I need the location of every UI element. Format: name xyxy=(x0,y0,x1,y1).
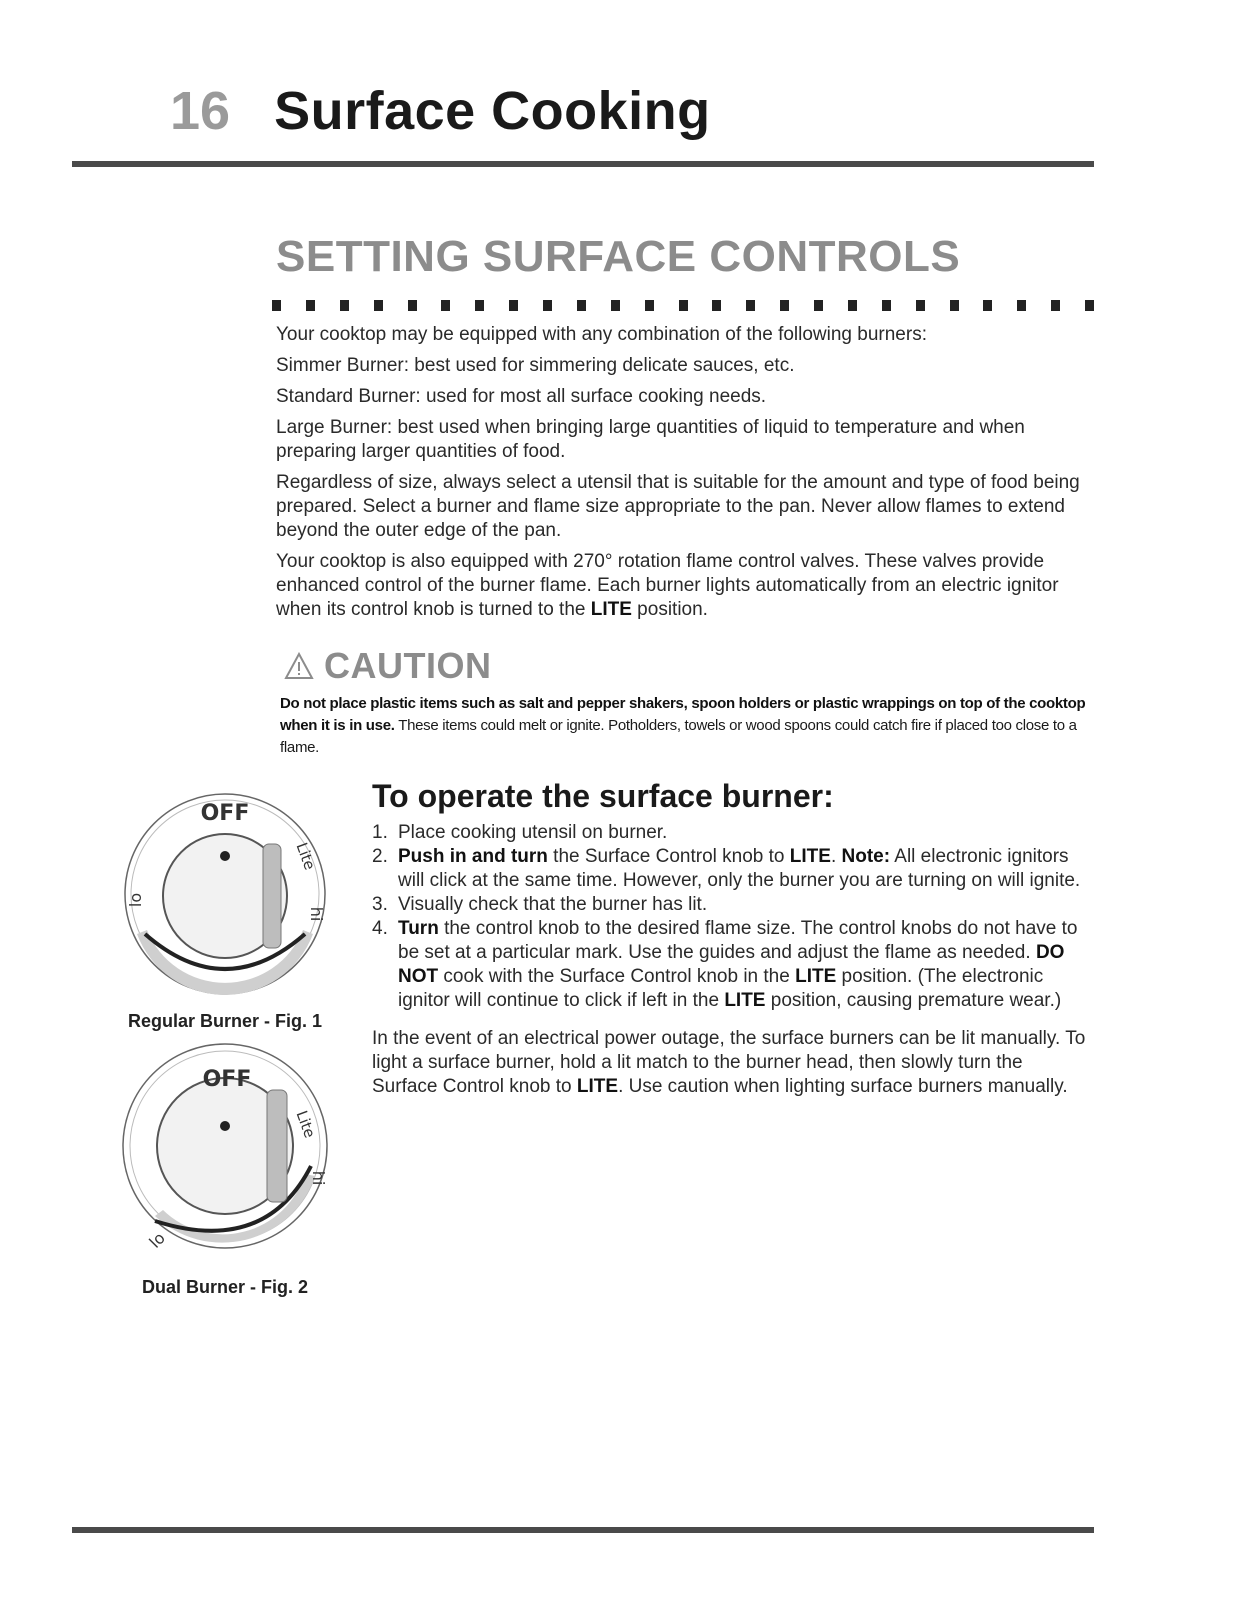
step-number: 2. xyxy=(372,846,388,867)
list-item xyxy=(372,917,1092,1013)
divider-dot xyxy=(950,300,959,311)
divider-dot xyxy=(848,300,857,311)
caution-box xyxy=(280,645,1090,759)
bold-term: DO NOT xyxy=(398,942,1065,987)
step-text xyxy=(398,845,1092,893)
divider-dot xyxy=(272,300,281,311)
bold-term: LITE xyxy=(576,1076,619,1097)
divider-dot xyxy=(374,300,383,311)
text-run: Your cooktop is also equipped with 270° rotation flame control valves. These valves provide enhanced control of the burner flame. Each burner lights automatically from an electric ignitor when its control knob is turned to the xyxy=(276,551,1059,620)
text-run: . Use caution when lighting surface burners manually. xyxy=(618,1076,1068,1097)
page-header xyxy=(170,80,711,142)
outage-paragraph xyxy=(372,1027,1092,1099)
caution-body-text: These items could melt or ignite. Potholders, towels or wood spoons could catch fire if placed too close to a flame. xyxy=(280,717,1077,756)
steps-list xyxy=(372,821,1092,1013)
lo-label: lo xyxy=(145,1228,169,1252)
text-run: position. (The electronic ignitor will continue to click if left in the xyxy=(398,966,1044,1011)
text-run: cook with the Surface Control knob in the xyxy=(438,966,796,987)
divider-dot xyxy=(475,300,484,311)
divider-dot xyxy=(882,300,891,311)
intro-paragraph: Your cooktop may be equipped with any combination of the following burners: xyxy=(276,324,927,345)
text-run: . xyxy=(830,846,842,867)
lite-label: Lite xyxy=(292,1108,319,1141)
divider-dot xyxy=(408,300,417,311)
divider-dot xyxy=(441,300,450,311)
divider-dot xyxy=(543,300,552,311)
off-label: OFF xyxy=(202,1067,252,1092)
page-heading: SETTING SURFACE CONTROLS xyxy=(276,232,961,281)
divider-dot xyxy=(611,300,620,311)
bold-term: Turn xyxy=(398,918,439,939)
intro-paragraph: Standard Burner: used for most all surface cooking needs. xyxy=(276,386,767,407)
divider-dot xyxy=(577,300,586,311)
list-item xyxy=(372,893,1092,917)
intro-paragraph: Regardless of size, always select a utensil that is suitable for the amount and type of food being prepared. Select a burner and flame size appropriate to the pan. Never allow flames to extend beyond the outer edge of the pan. xyxy=(276,472,1080,541)
divider-dot xyxy=(712,300,721,311)
dual-burner-figure xyxy=(95,1016,355,1298)
section-title: Surface Cooking xyxy=(274,81,711,141)
operate-section xyxy=(372,778,1092,1099)
intro-paragraph: Simmer Burner: best used for simmering delicate sauces, etc. xyxy=(276,355,795,376)
divider-dot xyxy=(1051,300,1060,311)
off-label: OFF xyxy=(200,801,250,826)
figure-caption: Regular Burner - Fig. 1 xyxy=(127,1011,323,1031)
warning-triangle-icon xyxy=(284,652,314,680)
intro-text xyxy=(276,323,1096,629)
intro-paragraph: Large Burner: best used when bringing large quantities of liquid to temperature and when preparing larger quantities of food. xyxy=(276,417,1025,462)
step-text: Visually check that the burner has lit. xyxy=(398,894,708,915)
text-run: position. xyxy=(631,599,708,620)
caution-title: CAUTION xyxy=(324,645,492,686)
regular-burner-knob-icon xyxy=(115,784,335,1000)
divider-dot xyxy=(983,300,992,311)
divider-dot xyxy=(509,300,518,311)
footer-rule xyxy=(72,1527,1094,1533)
text-run: position, causing premature wear.) xyxy=(765,990,1062,1011)
lite-label: Lite xyxy=(292,840,319,873)
list-item xyxy=(372,845,1092,893)
regular-burner-figure xyxy=(95,784,355,1032)
divider-dot xyxy=(645,300,654,311)
step-text: Place cooking utensil on burner. xyxy=(398,822,668,843)
divider-dot xyxy=(306,300,315,311)
list-item xyxy=(372,821,1092,845)
text-run: All electronic ignitors will click at the same time. However, only the burner you are turning on will ignite. xyxy=(398,846,1081,891)
figure-caption: Dual Burner - Fig. 2 xyxy=(141,1277,309,1297)
divider-dot xyxy=(780,300,789,311)
hi-label: hi xyxy=(309,1170,328,1186)
dual-burner-knob-icon xyxy=(115,1016,335,1266)
bold-term: Note: xyxy=(841,846,891,867)
header-rule xyxy=(72,161,1094,167)
hi-label: hi xyxy=(307,906,326,922)
intro-paragraph xyxy=(276,550,1096,622)
lo-label: lo xyxy=(126,892,145,908)
bold-term: LITE xyxy=(590,599,632,620)
bold-term: LITE xyxy=(724,990,766,1011)
step-text xyxy=(398,917,1092,1013)
divider-dot xyxy=(1017,300,1026,311)
text-run: the Surface Control knob to xyxy=(547,846,790,867)
step-number: 1. xyxy=(372,822,388,843)
divider-dot xyxy=(916,300,925,311)
caution-text xyxy=(280,693,1090,759)
divider-dot xyxy=(1085,300,1094,311)
text-run: the control knob to the desired flame size. The control knobs do not have to be set at a particular mark. Use the guides and adjust the flame as needed. xyxy=(398,918,1078,963)
bold-term: Push in and turn xyxy=(398,846,548,867)
divider-dot xyxy=(340,300,349,311)
step-number: 3. xyxy=(372,894,388,915)
page-number: 16 xyxy=(170,81,231,141)
divider-dot xyxy=(679,300,688,311)
operate-title: To operate the surface burner: xyxy=(372,778,834,814)
text-run: In the event of an electrical power outage, the surface burners can be lit manually. To light a surface burner, hold a lit match to the burner head, then slowly turn the Surface Control knob to xyxy=(372,1028,1086,1097)
caution-bold-text: Do not place plastic items such as salt and pepper shakers, spoon holders or plastic wrappings on top of the cooktop when it is in use. xyxy=(280,695,1086,734)
dotted-divider xyxy=(272,300,1094,311)
caution-heading xyxy=(284,645,1090,687)
step-number: 4. xyxy=(372,918,388,939)
bold-term: LITE xyxy=(795,966,837,987)
bold-term: LITE xyxy=(789,846,831,867)
divider-dot xyxy=(746,300,755,311)
divider-dot xyxy=(814,300,823,311)
